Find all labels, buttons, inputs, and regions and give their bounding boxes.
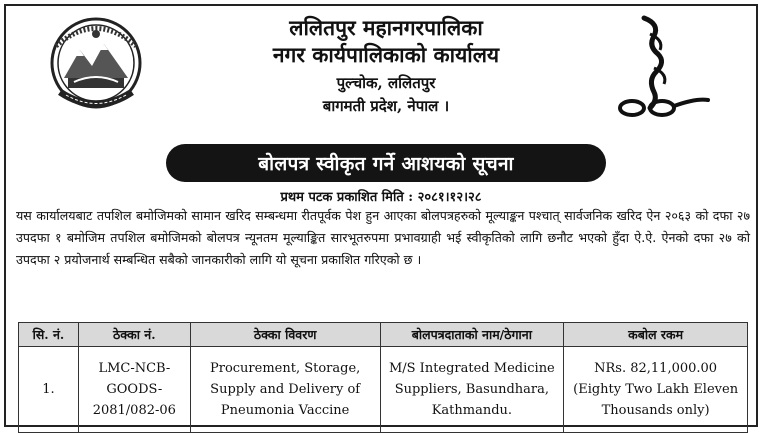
- office-location: पुल्चोक, ललितपुर: [336, 74, 436, 92]
- publication-date: २०८१।१२।२८: [417, 190, 482, 205]
- table-header-row: [19, 323, 748, 347]
- shell-emblem-icon: [604, 14, 724, 120]
- publication-line: [6, 187, 756, 205]
- municipality-name: ललितपुर महानगरपालिका: [289, 15, 483, 40]
- cell-contract-no: LMC-NCB-GOODS-2081/082-06: [78, 347, 190, 433]
- cell-sn: 1.: [19, 347, 79, 433]
- publication-label: प्रथम पटक प्रकाशित मिति :: [280, 190, 414, 205]
- header-amount: कबोल रकम: [564, 323, 748, 347]
- notice-title: बोलपत्र स्वीकृत गर्ने आशयको सूचना: [258, 153, 514, 175]
- notice-body: यस कार्यालयबाट तपशिल बमोजिमको सामान खरिद सम्बन्धमा रीतपूर्वक पेश हुन आएका बोलपत्रहरुको मूल्याङ्कन पश्चात् सार्वजनिक खरिद ऐन २०६३ को दफा २७ उपदफा १ बमोजिम तपशिल बमोजिमको बोलपत्र न्यूनतम मूल्याङ्कित सारभूतरुपमा प्रभावग्राही भई स्वीकृतिको लागि छनौट भएको हुँदा ऐ.ऐ. ऐनको दफा २७ को उपदफा २ प्रयोजनार्थ सम्बन्धित सबैको जानकारीको लागि यो सूचना प्रकाशित गरिएको छ ।: [16, 208, 750, 267]
- header-sn: सि. नं.: [19, 323, 79, 347]
- office-province: बागमती प्रदेश, नेपाल ।: [322, 97, 450, 115]
- cell-amount: NRs. 82,11,000.00 (Eighty Two Lakh Eleven Thousands only): [564, 347, 748, 433]
- bid-table: [18, 322, 748, 433]
- office-header: [216, 14, 556, 117]
- cell-bidder: M/S Integrated Medicine Suppliers, Basundhara, Kathmandu.: [380, 347, 564, 433]
- header-description: ठेक्का विवरण: [190, 323, 380, 347]
- office-name: नगर कार्यपालिकाको कार्यालय: [272, 42, 500, 67]
- notice-page: [4, 4, 758, 427]
- municipality-seal-icon: [46, 16, 146, 114]
- notice-title-banner: [166, 144, 606, 182]
- header-bidder: बोलपत्रदाताको नाम/ठेगाना: [380, 323, 564, 347]
- table-row: [19, 347, 748, 433]
- cell-description: Procurement, Storage, Supply and Delivery of Pneumonia Vaccine: [190, 347, 380, 433]
- header-contract-no: ठेक्का नं.: [78, 323, 190, 347]
